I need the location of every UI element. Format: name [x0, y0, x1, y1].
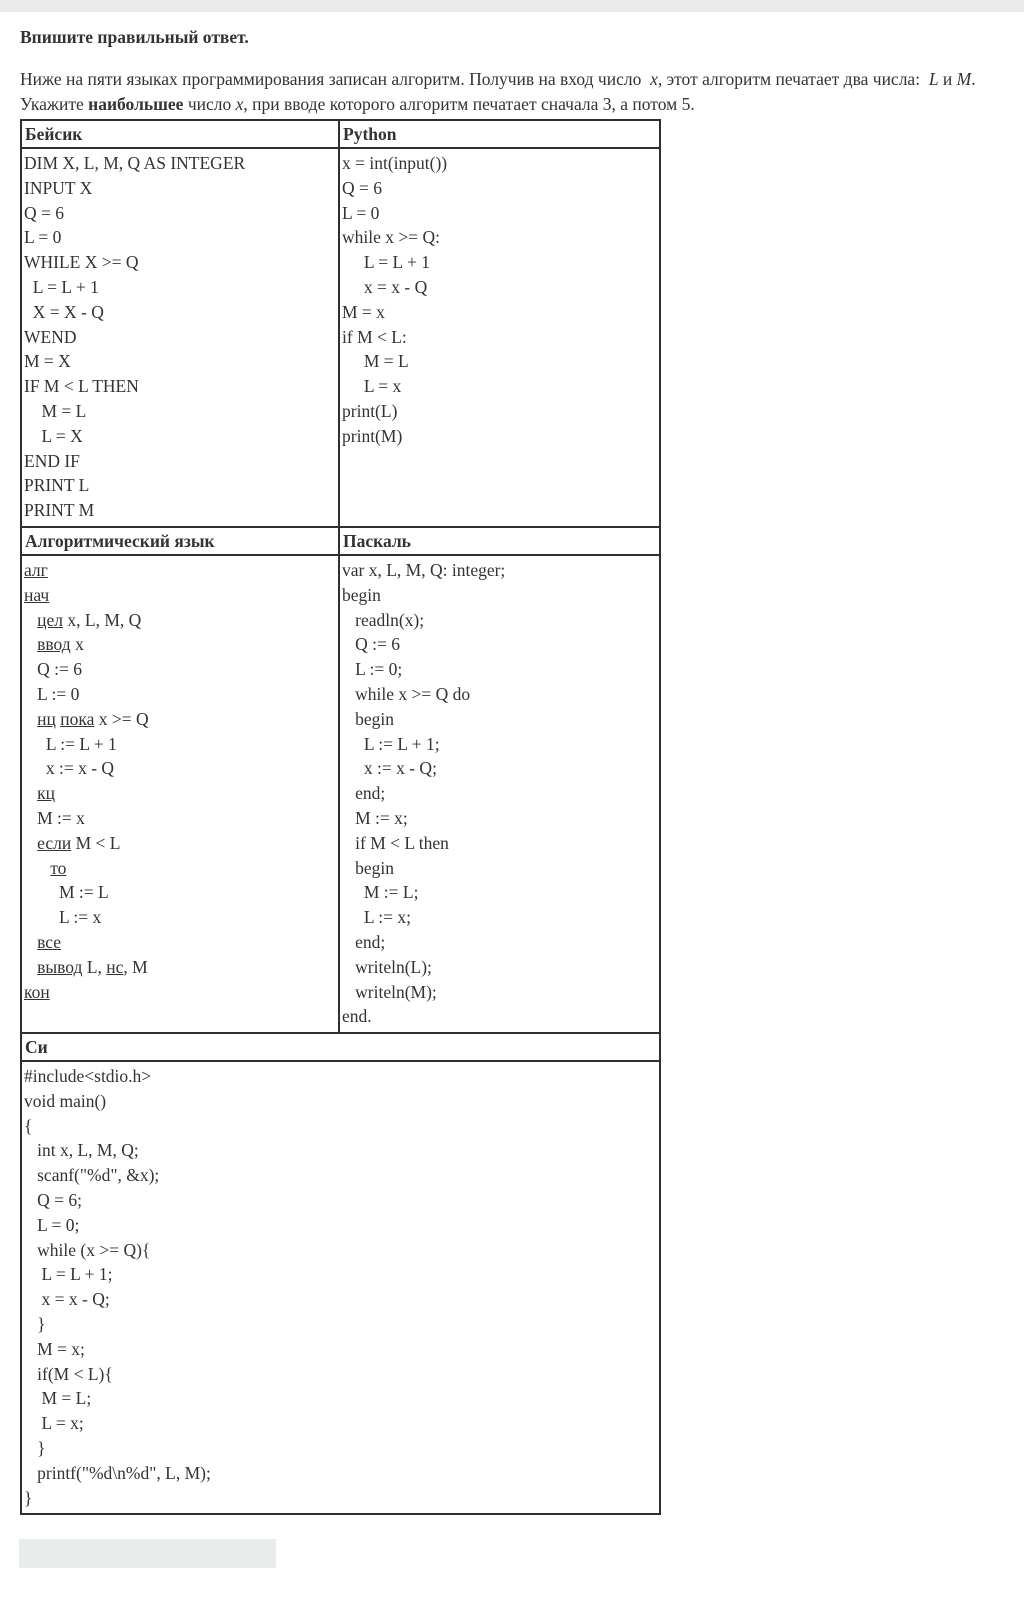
text-line: L := L + 1; [342, 733, 440, 754]
code-block-basic [24, 151, 336, 524]
text-line: DIM X, L, M, Q AS INTEGER [24, 153, 246, 173]
text-line: L = L + 1 [342, 252, 430, 273]
lang-header-algorithmic: Алгоритмический язык [21, 527, 339, 555]
text-line: WEND [24, 326, 77, 347]
text-line: L := x; [342, 907, 412, 928]
code-block-c [24, 1064, 657, 1511]
top-strip [0, 0, 1024, 12]
table-row [21, 1033, 660, 1061]
lang-header-python: Python [339, 120, 660, 148]
text-line: L := 0 [24, 683, 80, 704]
text-line: int x, L, M, Q; [24, 1140, 139, 1161]
text-line: то [50, 857, 67, 878]
lang-header-c: Си [21, 1033, 660, 1061]
lang-header-basic: Бейсик [21, 120, 339, 148]
text-line: begin [342, 708, 395, 729]
text-line: L = 0 [342, 202, 380, 223]
text-line: begin [342, 857, 395, 878]
text-line: { [24, 1115, 33, 1136]
text-line: x = x - Q; [24, 1289, 110, 1310]
text-line: нач [24, 584, 50, 605]
text-line: если M < L [37, 832, 121, 853]
task-description [20, 67, 1010, 117]
table-row [21, 1061, 660, 1514]
text-line: Укажите наибольшее число x, при вводе которого алгоритм печатает сначала 3, а потом 5. [20, 94, 695, 114]
text-line: end; [342, 931, 386, 952]
text-line: M = x [342, 301, 385, 322]
text-line: var x, L, M, Q: integer; [342, 559, 506, 580]
text-line: M = X [24, 351, 71, 372]
text-line: Q := 6 [342, 634, 400, 655]
text-line: нц пока x >= Q [37, 708, 149, 729]
text-line: L := x [24, 907, 102, 928]
text-line: Q := 6 [24, 659, 82, 680]
text-line: if M < L: [342, 326, 407, 347]
text-line: L = 0; [24, 1214, 80, 1235]
text-line: } [24, 1314, 46, 1335]
text-line: scanf("%d", &x); [24, 1165, 160, 1186]
text-line: x = x - Q [342, 276, 428, 297]
text-line: PRINT M [24, 500, 95, 521]
text-line: WHILE X >= Q [24, 252, 139, 273]
text-line: x := x - Q [24, 758, 115, 779]
text-line: if(M < L){ [24, 1363, 113, 1384]
text-line: printf("%d\n%d", L, M); [24, 1462, 211, 1483]
text-line: void main() [24, 1090, 107, 1111]
text-line: алг [24, 559, 48, 580]
text-line: M := L; [342, 882, 419, 903]
text-line: if M < L then [342, 832, 449, 853]
page-title: Впишите правильный ответ. [20, 27, 249, 47]
text-line: readln(x); [342, 609, 425, 630]
text-line: Q = 6; [24, 1190, 82, 1211]
answer-input[interactable] [19, 1539, 276, 1568]
text-line: #include<stdio.h> [24, 1066, 152, 1087]
text-line: L = L + 1; [24, 1264, 113, 1285]
text-line: } [24, 1438, 46, 1459]
text-line: цел x, L, M, Q [37, 609, 142, 630]
text-line: INPUT X [24, 177, 93, 198]
text-line: end; [342, 783, 386, 804]
code-block-algorithmic [24, 558, 336, 1005]
text-line: while x >= Q do [342, 683, 471, 704]
table-row [21, 555, 660, 1033]
text-line: M = L [342, 351, 409, 372]
text-line: ввод x [37, 634, 84, 655]
text-line: PRINT L [24, 475, 90, 496]
text-line: M = L; [24, 1388, 92, 1409]
text-line: L = L + 1 [24, 276, 99, 297]
text-line: M := L [24, 882, 109, 903]
text-line: while (x >= Q){ [24, 1239, 151, 1260]
text-line: X = X - Q [24, 301, 104, 322]
text-line: end. [342, 1006, 372, 1027]
code-table [20, 119, 661, 1515]
text-line: x := x - Q; [342, 758, 437, 779]
text-line: кц [37, 783, 55, 804]
text-line: M = x; [24, 1338, 85, 1359]
text-line: M := x [24, 807, 85, 828]
text-line: L := 0; [342, 659, 403, 680]
text-line: x = int(input()) [342, 153, 448, 173]
text-line: M := x; [342, 807, 408, 828]
text-line: кон [24, 981, 50, 1002]
text-line: L = x [342, 376, 402, 397]
text-line: writeln(M); [342, 981, 437, 1002]
text-line: M = L [24, 400, 87, 421]
text-line: Q = 6 [342, 177, 383, 198]
code-block-python [342, 151, 657, 450]
text-line: Ниже на пяти языках программирования записан алгоритм. Получив на вход число x, этот алгоритм печатает два числа: L и M. [20, 69, 976, 89]
text-line: while x >= Q: [342, 227, 440, 248]
text-line: } [24, 1487, 33, 1508]
text-line: все [37, 931, 62, 952]
text-line: print(M) [342, 425, 403, 446]
table-row [21, 527, 660, 555]
text-line: вывод L, нс, M [37, 956, 148, 977]
text-line: L = X [24, 425, 83, 446]
text-line: L := L + 1 [24, 733, 117, 754]
text-line: L = 0 [24, 227, 62, 248]
text-line: Q = 6 [24, 202, 65, 223]
text-line: END IF [24, 450, 80, 471]
text-line: begin [342, 584, 381, 605]
lang-header-pascal: Паскаль [339, 527, 660, 555]
table-row [21, 148, 660, 527]
table-row [21, 120, 660, 148]
text-line: print(L) [342, 400, 398, 421]
code-block-pascal [342, 558, 657, 1030]
text-line: IF M < L THEN [24, 376, 139, 397]
text-line: L = x; [24, 1413, 84, 1434]
text-line: writeln(L); [342, 956, 432, 977]
